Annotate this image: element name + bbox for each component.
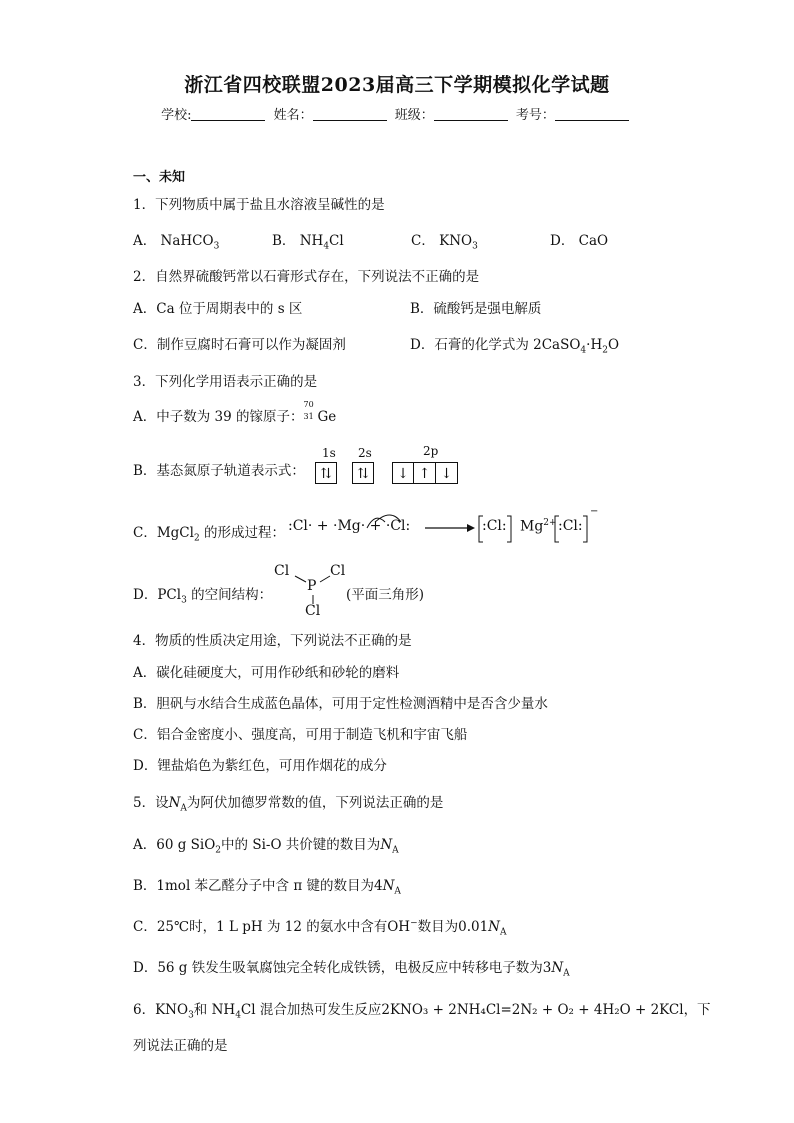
- pcl3-p: P: [307, 578, 317, 594]
- class-blank[interactable]: [434, 108, 508, 121]
- class-label: 班级：: [394, 108, 434, 123]
- q1-option-b[interactable]: B． $NH_4Cl$: [272, 233, 344, 252]
- section-heading: 一、未知: [133, 170, 186, 185]
- number-label: 考号：: [515, 108, 555, 123]
- q5-stem: 5．设$N_A$为阿伏加德罗常数的值，下列说法正确的是: [133, 795, 444, 814]
- q2-option-a[interactable]: A．Ca 位于周期表中的 s 区: [133, 301, 303, 317]
- q4-option-a[interactable]: A．碳化硅硬度大，可用作砂纸和砂轮的磨料: [133, 665, 400, 681]
- pcl3-cl-right: Cl: [330, 563, 346, 579]
- q1-option-a[interactable]: A． NaHCO$_3$: [133, 233, 220, 252]
- q1-option-d[interactable]: D． CaO: [550, 233, 609, 249]
- mgcl2-formation-left: :Cl· + ·Mg· + ·Cl:: [288, 518, 411, 534]
- orbital-label-2s: 2s: [358, 446, 372, 460]
- name-blank[interactable]: [313, 108, 387, 121]
- mgcl2-mg-ion: $Mg^{2+}$: [520, 518, 557, 535]
- mgcl2-cl-charge: −: [590, 506, 599, 517]
- q6-stem-line2: 列说法正确的是: [133, 1038, 228, 1054]
- orbital-label-1s: 1s: [322, 446, 336, 460]
- q2-option-c[interactable]: C．制作豆腐时石膏可以作为凝固剂: [133, 337, 346, 353]
- q6-equation: 2KNO₃ + 2NH₄Cl=2N₂ + O₂ + 4H₂O + 2KCl: [381, 1002, 684, 1018]
- q4-option-d[interactable]: D．锂盐焰色为紫红色，可用作烟花的成分: [133, 758, 387, 774]
- q5-option-c[interactable]: C．25℃时，1 L pH 为 12 的氨水中含有OH−数目为$0.01N_A$: [133, 918, 507, 938]
- q2-option-d[interactable]: D．石膏的化学式为 $2CaSO_4\cdot H_2O$: [410, 337, 620, 356]
- pcl3-cl-bottom: Cl: [305, 603, 321, 619]
- page-title: 浙江省四校联盟2023届高三下学期模拟化学试题: [184, 74, 610, 96]
- q2-option-b[interactable]: B．硫酸钙是强电解质: [410, 301, 542, 317]
- q6-stem: 6．$KNO_3$和 $NH_4Cl$ 混合加热可发生反应2KNO₃ + 2NH₄Cl=2N₂ + O₂ + 4H₂O + 2KCl，下: [133, 1002, 711, 1021]
- mgcl2-cl-left: :Cl:: [482, 518, 507, 534]
- pcl3-cl-left: Cl: [274, 563, 290, 579]
- q4-option-c[interactable]: C．铝合金密度小、强度高，可用于制造飞机和宇宙飞船: [133, 727, 468, 743]
- q3-option-a[interactable]: A．中子数为 39 的镓原子： 70 31 Ge: [133, 400, 337, 425]
- q5-option-a[interactable]: A．60 g SiO$_2$中的 Si-O 共价键的数目为$N_A$: [133, 837, 399, 856]
- pcl3-note: (平面三角形): [346, 587, 425, 603]
- orbital-box-1s: ⇅: [315, 462, 337, 484]
- q1-option-c[interactable]: C． $KNO_3$: [411, 233, 478, 252]
- q3-stem: 3．下列化学用语表示正确的是: [133, 374, 318, 390]
- mgcl2-cl-right: :Cl:: [558, 518, 583, 534]
- orbital-box-2p: ↓ ↑ ↓: [392, 462, 458, 484]
- q3-option-c[interactable]: C．MgCl$_2$ 的形成过程：: [133, 525, 285, 544]
- q2-stem: 2．自然界硫酸钙常以石膏形式存在，下列说法不正确的是: [133, 269, 480, 285]
- q1-stem: 1．下列物质中属于盐且水溶液呈碱性的是: [133, 197, 385, 213]
- q3-option-d[interactable]: D．PCl$_3$ 的空间结构：: [133, 587, 273, 606]
- q4-stem: 4．物质的性质决定用途，下列说法不正确的是: [133, 633, 412, 649]
- q3-option-b[interactable]: B．基态氮原子轨道表示式：: [133, 463, 305, 479]
- q5-option-b[interactable]: B．1mol 苯乙醛分子中含 π 键的数目为$4N_A$: [133, 878, 401, 897]
- school-label: 学校:: [161, 108, 192, 123]
- school-blank[interactable]: [191, 108, 265, 121]
- name-label: 姓名：: [273, 108, 313, 123]
- number-blank[interactable]: [555, 108, 629, 121]
- pcl3-bonds: [288, 568, 338, 608]
- q5-option-d[interactable]: D．56 g 铁发生吸氧腐蚀完全转化成铁锈，电极反应中转移电子数为$3N_A$: [133, 960, 570, 979]
- student-info-row: [0, 104, 794, 123]
- q4-option-b[interactable]: B．胆矾与水结合生成蓝色晶体，可用于定性检测酒精中是否含少量水: [133, 696, 548, 712]
- orbital-box-2s: ⇅: [352, 462, 374, 484]
- orbital-label-2p: 2p: [423, 444, 439, 458]
